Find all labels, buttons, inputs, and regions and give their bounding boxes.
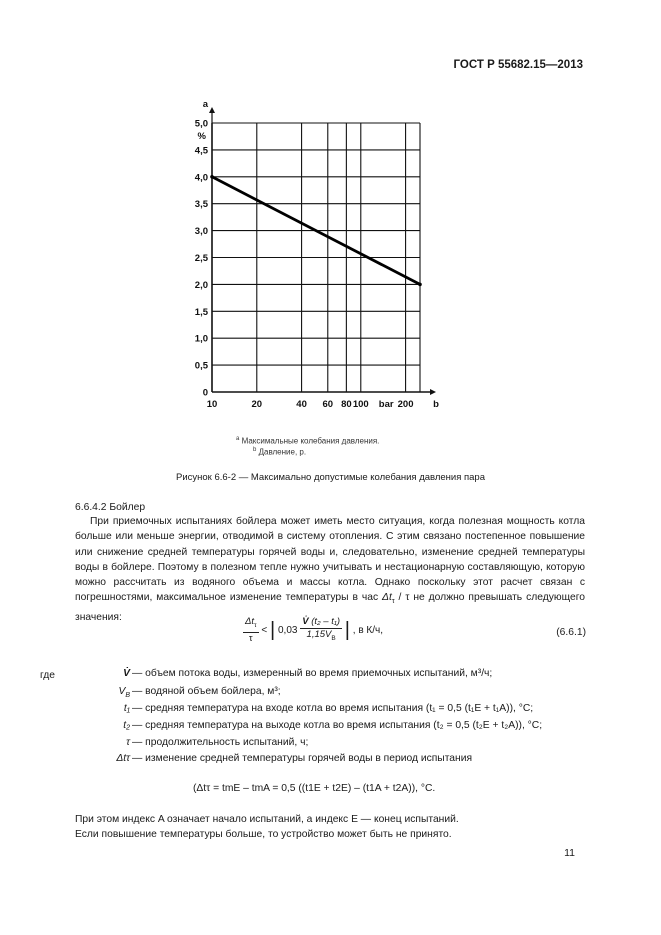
x-tick-label: 60 bbox=[322, 399, 334, 410]
document-id: ГОСТ Р 55682.15—2013 bbox=[453, 59, 583, 71]
formula-unit: , в К/ч, bbox=[352, 624, 384, 636]
paragraph-text: При приемочных испытаниях бойлера может иметь место ситуация, когда полезная мощность котла больше или меньше энергии, отводимой в систему отопления. С этим связано постепенное повышение или снижение средней температуры горячей воды и, следовательно, изменение средней температуры воды в бойлере. Поэтому в полезном тепле нужно учитывать и нестационарную составляющую, которую можно рассчитать из водяного объема и массы котла. Однако поскольку этот расчет связан с погрешностями, максимальное изменение температуры в час bbox=[75, 516, 585, 604]
definition-row bbox=[40, 703, 600, 719]
x-tick-label: 80 bbox=[341, 399, 352, 410]
formula-6-6-1 bbox=[243, 616, 383, 645]
abs-bar-right: | bbox=[344, 618, 350, 641]
definition-symbol: t₂ bbox=[123, 720, 130, 731]
lhs-den: τ bbox=[248, 632, 253, 644]
paragraph-expr-main: Δt bbox=[382, 592, 392, 604]
y-tick-label: 0 bbox=[202, 387, 208, 399]
definition-symbol: t₁ bbox=[123, 703, 130, 714]
x-tick-label: 10 bbox=[206, 399, 218, 410]
formula-number: (6.6.1) bbox=[556, 627, 586, 638]
definition-symbol: $V_B$ bbox=[118, 686, 130, 700]
footnote-a-mark: a bbox=[236, 436, 240, 442]
series-point bbox=[210, 175, 214, 179]
paragraph-expr bbox=[382, 592, 410, 606]
footnote-b-text: Давление, p. bbox=[258, 447, 307, 457]
formula-lt: < bbox=[261, 624, 268, 636]
lhs-num-sub: τ bbox=[254, 621, 257, 629]
lhs-num: Δt bbox=[245, 616, 255, 627]
definition-row bbox=[40, 720, 600, 736]
footnote-b-mark: b bbox=[253, 447, 257, 453]
y-tick-label: 2,0 bbox=[194, 279, 208, 291]
x-tick-label: 200 bbox=[397, 399, 414, 410]
paragraph-expr-div: / τ bbox=[398, 592, 410, 604]
definition-text: — водяной объем бойлера, м³; bbox=[132, 686, 281, 697]
y-tick-label: 4,0 bbox=[194, 172, 208, 184]
paragraph-expr-sub: τ bbox=[391, 598, 395, 606]
where-label: где bbox=[40, 670, 56, 681]
formula-lhs bbox=[243, 616, 259, 645]
v-dot-symbol: V̇ bbox=[302, 616, 309, 627]
definition-symbol: V̇ bbox=[123, 668, 130, 679]
y-tick-label: 3,0 bbox=[194, 226, 208, 238]
closing-line-1: При этом индекс A означает начало испытаний, а индекс E — конец испытаний. bbox=[75, 814, 459, 825]
x-tick-label: 100 bbox=[352, 399, 369, 410]
definition-row bbox=[40, 686, 600, 702]
x-tick-label: 20 bbox=[251, 399, 263, 410]
x-unit-label: bar bbox=[378, 399, 394, 410]
paragraph-end: не должно превышать следующего значения: bbox=[75, 592, 585, 623]
definition-text: — средняя температура на выходе котла во время испытания (t₂ = 0,5 (t₂E + t₂A)), °C; bbox=[132, 720, 543, 731]
y-tick-label: 1,0 bbox=[194, 333, 208, 345]
x-axis-letter: b bbox=[433, 399, 439, 410]
definition-text: — продолжительность испытаний, ч; bbox=[132, 737, 309, 748]
definition-text: — изменение средней температуры горячей воды в период испытания bbox=[132, 753, 473, 764]
figure-caption: Рисунок 6.6-2 — Максимально допустимые колебания давления пара bbox=[175, 472, 486, 483]
page-number: 11 bbox=[564, 847, 575, 859]
formula-coef: 0,03 bbox=[277, 624, 298, 636]
rhs-num: (t₂ – t₁) bbox=[311, 616, 341, 627]
formula-rhs-fraction bbox=[300, 616, 342, 645]
definition-text: — объем потока воды, измеренный во время приемочных испытаний, м³/ч; bbox=[132, 668, 493, 679]
y-tick-label: 3,5 bbox=[194, 199, 208, 211]
definition-symbol: τ bbox=[126, 737, 130, 748]
footnote-a-text: Максимальные колебания давления. bbox=[241, 436, 380, 446]
abs-bar-left: | bbox=[270, 618, 276, 641]
definition-row bbox=[40, 668, 600, 684]
y-tick-label: 0,5 bbox=[194, 360, 208, 372]
paragraph-boiler bbox=[75, 514, 585, 625]
closing-line-2: Если повышение температуры больше, то устройство может быть не принято. bbox=[75, 829, 452, 840]
definition-row bbox=[40, 753, 600, 769]
definition-symbol: Δtτ bbox=[116, 753, 130, 764]
rhs-den-sub: B bbox=[331, 634, 336, 642]
y-unit-label: % bbox=[197, 131, 206, 142]
y-tick-label: 4,5 bbox=[194, 145, 208, 157]
definition-row bbox=[40, 737, 600, 753]
y-tick-label: 1,5 bbox=[194, 306, 208, 318]
pressure-chart bbox=[190, 95, 450, 415]
definition-text: — средняя температура на входе котла во время испытания (t₁ = 0,5 (t₁E + t₁A)), °C; bbox=[132, 703, 534, 714]
footnote-b bbox=[253, 447, 306, 457]
x-axis-arrow-icon bbox=[430, 389, 436, 395]
rhs-den: 1,15V bbox=[306, 629, 332, 640]
series-point bbox=[418, 283, 422, 287]
y-tick-label: 2,5 bbox=[194, 253, 208, 264]
y-axis-arrow-icon bbox=[209, 107, 215, 113]
x-tick-label: 40 bbox=[296, 399, 307, 410]
y-tick-label: 5,0 bbox=[194, 118, 208, 130]
footnote-a bbox=[236, 436, 379, 446]
formula-delta-t: (Δtτ = tmE – tmA = 0,5 ((t1E + t2E) – (t1A + t2A)), °C. bbox=[193, 783, 436, 794]
section-heading: 6.6.4.2 Бойлер bbox=[75, 502, 146, 513]
y-axis-letter: a bbox=[202, 99, 208, 110]
